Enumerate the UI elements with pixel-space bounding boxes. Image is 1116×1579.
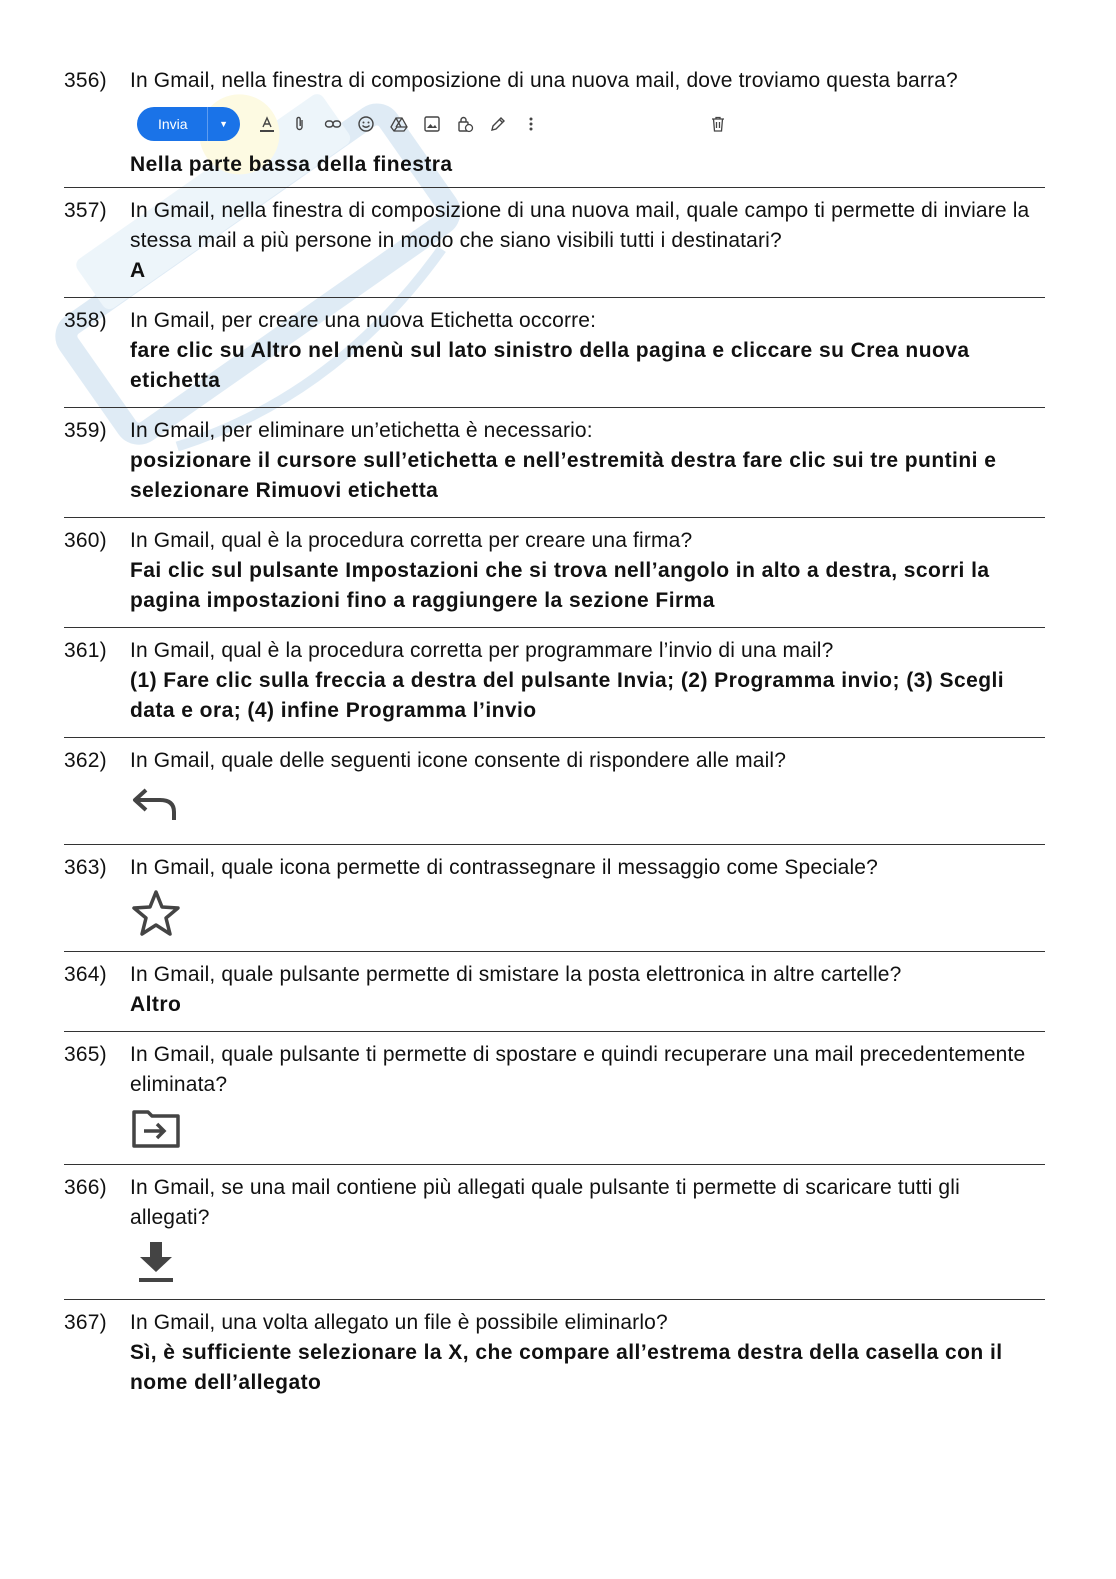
- answer-text: Nella parte bassa della finestra: [130, 153, 453, 176]
- send-label: Invia: [137, 107, 208, 141]
- question-text: In Gmail, quale pulsante ti permette di spostare e quindi recuperare una mail precedentemente eliminata?: [130, 1043, 1026, 1096]
- qa-item-362: [64, 738, 1045, 845]
- question-number: 362): [64, 749, 107, 772]
- question-number: 357): [64, 199, 107, 222]
- answer-text: Altro: [130, 993, 182, 1016]
- image-icon[interactable]: [417, 109, 447, 139]
- trash-icon[interactable]: [703, 109, 733, 139]
- qa-item-359: [64, 408, 1045, 518]
- answer-text: Fai clic sul pulsante Impostazioni che si trova nell’angolo in alto a destra, scorri la pagina impostazioni fino a raggiungere la sezione Firma: [130, 559, 990, 612]
- qa-item-367: [64, 1300, 1045, 1409]
- send-options-arrow-icon[interactable]: ▼: [219, 119, 229, 129]
- drive-icon[interactable]: [384, 109, 414, 139]
- question-text: In Gmail, qual è la procedura corretta per programmare l’invio di una mail?: [130, 639, 834, 662]
- answer-text: posizionare il cursore sull’etichetta e nell’estremità destra fare clic sui tre puntini e selezionare Rimuovi etichetta: [130, 449, 997, 502]
- question-number: 360): [64, 529, 107, 552]
- question-number: 363): [64, 856, 107, 879]
- question-number: 364): [64, 963, 107, 986]
- reply-icon: [130, 784, 182, 828]
- pen-icon[interactable]: [483, 109, 513, 139]
- question-text: In Gmail, nella finestra di composizione di una nuova mail, quale campo ti permette di inviare la stessa mail a più persone in modo che siano visibili tutti i destinatari?: [130, 199, 1030, 252]
- answer-text: Sì, è sufficiente selezionare la X, che compare all’estrema destra della casella con il nome dell’allegato: [130, 1341, 1003, 1394]
- question-number: 361): [64, 639, 107, 662]
- more-vert-icon[interactable]: [516, 109, 546, 139]
- question-number: 367): [64, 1311, 107, 1334]
- question-number: 359): [64, 419, 107, 442]
- question-text: In Gmail, quale pulsante permette di smistare la posta elettronica in altre cartelle?: [130, 963, 902, 986]
- qa-item-363: [64, 845, 1045, 952]
- answer-text: (1) Fare clic sulla freccia a destra del pulsante Invia; (2) Programma invio; (3) Scegli data e ora; (4) infine Programma l’invio: [130, 669, 1005, 722]
- qa-item-356: [64, 63, 1045, 188]
- send-button[interactable]: [137, 107, 240, 141]
- text-format-icon[interactable]: [252, 109, 282, 139]
- question-number: 366): [64, 1176, 107, 1199]
- qa-item-360: [64, 518, 1045, 628]
- qa-item-364: [64, 952, 1045, 1032]
- move-to-folder-icon: [130, 1106, 182, 1150]
- question-text: In Gmail, se una mail contiene più allegati quale pulsante ti permette di scaricare tutti gli allegati?: [130, 1176, 960, 1229]
- qa-item-366: [64, 1165, 1045, 1300]
- lock-clock-icon[interactable]: [450, 109, 480, 139]
- question-text: In Gmail, per eliminare un’etichetta è necessario:: [130, 419, 593, 442]
- question-text: In Gmail, una volta allegato un file è possibile eliminarlo?: [130, 1311, 668, 1334]
- answer-text: A: [130, 259, 146, 282]
- question-text: In Gmail, per creare una nuova Etichetta occorre:: [130, 309, 597, 332]
- link-icon[interactable]: [318, 109, 348, 139]
- qa-item-361: [64, 628, 1045, 738]
- qa-list: [64, 63, 1045, 1409]
- question-text: In Gmail, nella finestra di composizione di una nuova mail, dove troviamo questa barra?: [130, 69, 958, 92]
- attach-icon[interactable]: [285, 109, 315, 139]
- star-outline-icon: [130, 889, 182, 939]
- download-icon: [130, 1239, 182, 1287]
- question-number: 365): [64, 1043, 107, 1066]
- compose-toolbar: [137, 104, 1045, 144]
- question-number: 358): [64, 309, 107, 332]
- question-number: 356): [64, 69, 107, 92]
- question-text: In Gmail, quale icona permette di contrassegnare il messaggio come Speciale?: [130, 856, 878, 879]
- qa-item-365: [64, 1032, 1045, 1165]
- answer-text: fare clic su Altro nel menù sul lato sinistro della pagina e cliccare su Crea nuova etichetta: [130, 339, 970, 392]
- question-text: In Gmail, quale delle seguenti icone consente di rispondere alle mail?: [130, 749, 787, 772]
- qa-item-358: [64, 298, 1045, 408]
- question-text: In Gmail, qual è la procedura corretta per creare una firma?: [130, 529, 693, 552]
- emoji-icon[interactable]: [351, 109, 381, 139]
- qa-item-357: [64, 188, 1045, 298]
